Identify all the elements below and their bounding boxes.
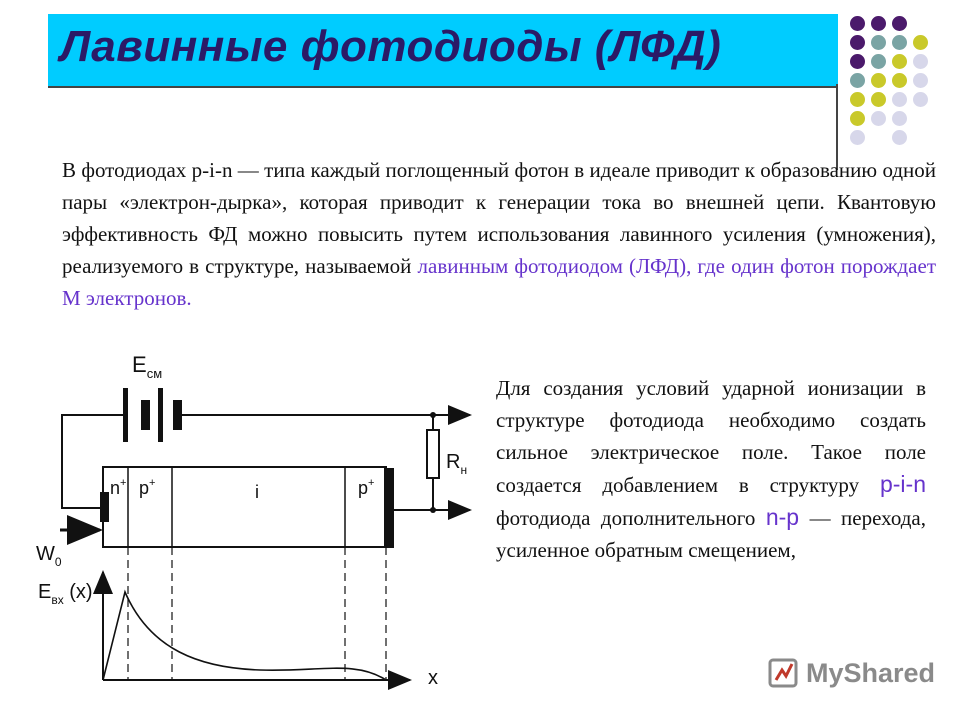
- paragraph-intro: [62, 154, 936, 314]
- layer-i: i: [255, 482, 259, 502]
- paragraph-ionization-part2: фотодиода дополнительного: [496, 506, 766, 530]
- paragraph-ionization: [496, 372, 926, 566]
- bias-battery-symbol: [123, 388, 182, 442]
- apd-structure-diagram: [0, 340, 490, 720]
- title-divider-horizontal: [48, 86, 838, 88]
- layer-n-plus: n+: [110, 477, 127, 498]
- decorative-dot: [913, 73, 928, 88]
- decorative-dot: [850, 111, 865, 126]
- field-label: $E_{вх}$ (x): [38, 581, 93, 607]
- decorative-dot: [892, 16, 907, 31]
- load-resistor-symbol: [427, 430, 439, 478]
- decorative-dot: [871, 16, 886, 31]
- layer-p-plus-left: p+: [139, 477, 156, 498]
- slide-title: Лавинные фотодиоды (ЛФД): [60, 22, 722, 71]
- decorative-dot: [892, 54, 907, 69]
- decorative-dot: [850, 16, 865, 31]
- decorative-dot: [850, 35, 865, 50]
- decorative-dot: [892, 130, 907, 145]
- field-graph-axes: [103, 572, 410, 680]
- decorative-dot-grid: [836, 8, 960, 158]
- decorative-dot: [892, 35, 907, 50]
- photon-power-label: $W_0$: [36, 543, 62, 569]
- decorative-dot: [871, 35, 886, 50]
- decorative-dot: [850, 130, 865, 145]
- bias-label: $E_{см}$: [132, 352, 163, 381]
- logo-text: MyShared: [806, 658, 936, 688]
- load-label: $R_н$: [446, 451, 468, 477]
- paragraph-ionization-pin: p-i-n: [879, 471, 926, 497]
- decorative-dot: [913, 35, 928, 50]
- decorative-dot: [892, 92, 907, 107]
- decorative-dot: [871, 73, 886, 88]
- paragraph-intro-text: В фотодиодах p-i-n — типа каждый поглощенный фотон в идеале приводит к образованию одной пары «электрон-дырка», которая приводит к генерации тока во внешней цепи. Квантовую эффективность ФД можно повысить путем использования лавинного усиления (умножения), реализуемого в структуре, называемой: [62, 158, 936, 278]
- decorative-dot: [913, 92, 928, 107]
- layer-p-plus-right: p+: [358, 477, 375, 498]
- myshared-logo: [768, 656, 938, 696]
- paragraph-ionization-part3: — перехода, усиленное обратным смещением,: [496, 506, 926, 562]
- paragraph-ionization-np: n-p: [765, 504, 800, 530]
- decorative-dot: [871, 54, 886, 69]
- decorative-dot: [892, 73, 907, 88]
- myshared-logo-icon: [768, 656, 802, 690]
- decorative-dot: [850, 73, 865, 88]
- x-axis-label: x: [428, 667, 438, 689]
- decorative-dot: [871, 111, 886, 126]
- paragraph-ionization-part1: Для создания условий ударной ионизации в структуре фотодиода необходимо создать сильное электрическое поле. Такое поле создается добавлением в структуру: [496, 376, 926, 497]
- node-bottom: [430, 507, 436, 513]
- field-graph-guides: [128, 547, 386, 680]
- decorative-dot: [871, 92, 886, 107]
- decorative-dot: [892, 111, 907, 126]
- field-curve: [103, 592, 386, 680]
- decorative-dot: [913, 54, 928, 69]
- paragraph-intro-highlight: лавинным фотодиодом (ЛФД), где один фотон порождает M электронов.: [62, 254, 937, 310]
- decorative-dot: [850, 92, 865, 107]
- decorative-dot: [850, 54, 865, 69]
- node-top: [430, 412, 436, 418]
